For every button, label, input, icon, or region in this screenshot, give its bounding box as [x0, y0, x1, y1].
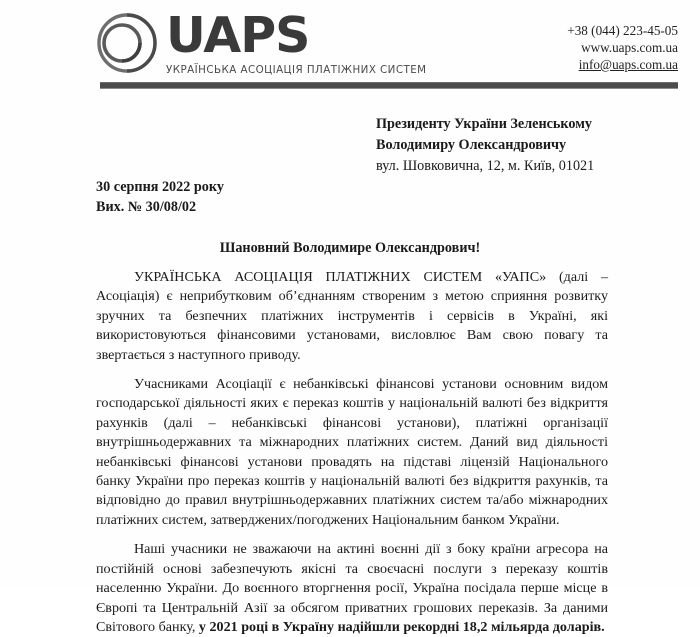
addressee-block [376, 114, 696, 177]
letter-date: 30 серпня 2022 року [96, 179, 224, 195]
letterhead [0, 0, 700, 88]
contact-email[interactable]: info@uaps.com.ua [578, 57, 678, 72]
header-divider [100, 82, 678, 89]
brand-block [96, 7, 427, 76]
letter-reference-number: Вих. № 30/08/02 [96, 199, 197, 215]
addressee-line-1: Президенту України Зеленському [376, 116, 592, 132]
letter-body [96, 268, 608, 637]
wordmark-text: UAPS [166, 7, 310, 64]
contact-website[interactable]: www.uaps.com.ua [581, 40, 678, 55]
addressee-line-2: Володимиру Олександровичу [376, 137, 567, 153]
body-paragraph-2: Учасниками Асоціації є небанківські фінансові установи основним видом господарської діяльності яких є переказ коштів у національній валюті без відкриття рахунків (далі – небанківські фінансові установи), платіжні організації внутрішньодержавних та міжнародних платіжних систем. Даний вид діяльності небанківські фінансові установи провадять на підставі ліцензій Національного банку України про переказ коштів у національній валюті без відкриття рахунків, та відповідно до правил внутрішньодержавних платіжних систем та/або міжнародних платіжних систем, затверджених/погоджених Національним банком України. [96, 376, 608, 528]
addressee-address: вул. Шовковична, 12, м. Київ, 01021 [376, 158, 595, 174]
contact-details [567, 22, 678, 73]
uaps-rings-logo-icon [96, 12, 158, 74]
contact-phone: +38 (044) 223-45-05 [567, 23, 678, 38]
body-paragraph-3 [96, 540, 608, 637]
wordmark-block [166, 7, 427, 76]
body-paragraph-1: УКРАЇНСЬКА АСОЦІАЦІЯ ПЛАТІЖНИХ СИСТЕМ «УАПС» (далі – Асоціація) є неприбутковим об’єднанням створеним з метою сприяння розвитку зручних та безпечних платіжних інструментів і сервісів в Україні, які використовуються фінансовими установами, висловлює Вам свою повагу та звертається з наступного приводу. [96, 269, 608, 363]
organization-tagline: УКРАЇНСЬКА АСОЦІАЦІЯ ПЛАТІЖНИХ СИСТЕМ [166, 64, 427, 76]
salutation-line: Шановний Володимире Олександрович! [219, 240, 481, 256]
date-reference-block [96, 177, 224, 217]
body-paragraph-3-emphasis: у 2021 році в Україну надійшли рекордні 18,2 мільярда доларів. [198, 618, 605, 635]
body-paragraph-3-text: Наші учасники не зважаючи на актині воєнні дії з боку країни агресора на постійній основі забезпечують якісні та своєчасні послуги з переказу коштів населенню України. До воєнного вторгнення росії, Україна посідала перше місце в Європі та Центральній Азії за обсягом приватних грошових переказів. За даними Світового банку, [96, 541, 608, 635]
